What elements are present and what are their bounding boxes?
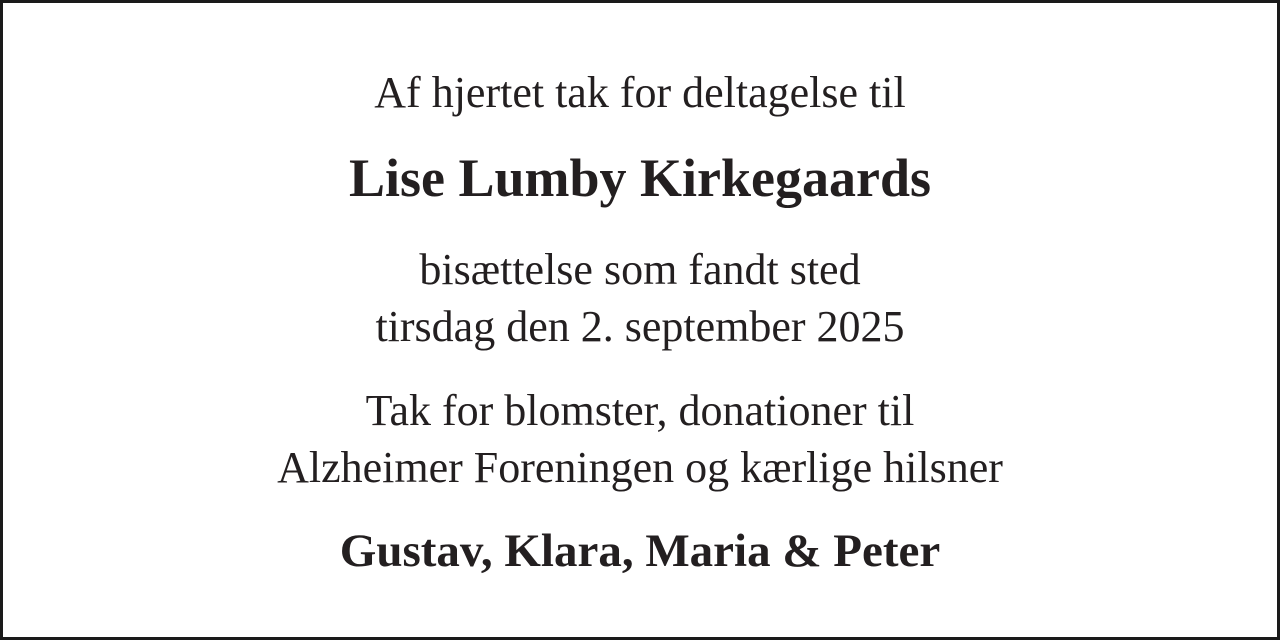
event-text: bisættelse som fandt sted	[419, 245, 861, 294]
thanks-text-2: Alzheimer Foreningen og kærlige hilsner	[277, 443, 1003, 492]
deceased-name: Lise Lumby Kirkegaards	[348, 148, 932, 208]
signature: Gustav, Klara, Maria & Peter	[339, 525, 941, 577]
thanks-text-1: Tak for blomster, donationer til	[365, 386, 915, 435]
date-text: tirsdag den 2. september 2025	[375, 302, 905, 351]
intro-text: Af hjertet tak for deltagelse til	[374, 68, 906, 117]
